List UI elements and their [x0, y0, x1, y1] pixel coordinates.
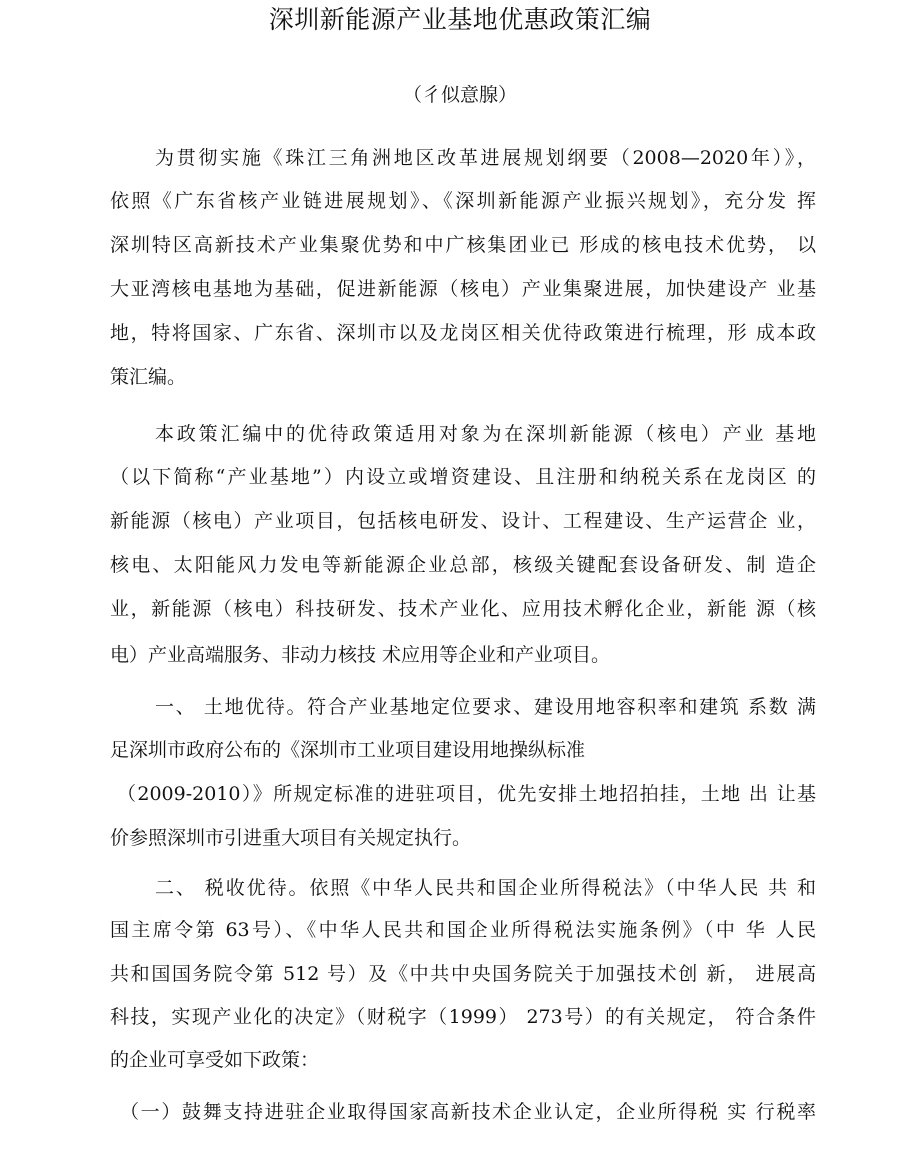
paragraph-1-line: 策汇编。 — [110, 366, 187, 388]
paragraph-3-line: （2009-2010）》所规定标准的进驻项目，优先安排土地招拍挂，土地 出 让基 — [117, 783, 816, 805]
paragraph-2-line: 核电、太阳能风力发电等新能源企业总部，核级关键配套设备研发、制 造企 — [110, 554, 816, 576]
paragraph-2-line: 业，新能源（核电）科技研发、技术产业化、应用技术孵化企业，新能 源（核 — [110, 598, 816, 620]
paragraph-1-line: 依照《广东省核产业链进展规划》、《深圳新能源产业振兴规划》，充分发 挥 — [110, 190, 816, 212]
paragraph-4-line: 共和国国务院令第 512 号）及《中共中央国务院关于加强技术创 新， 进展高 — [110, 963, 816, 985]
paragraph-2-line: 新能源（核电）产业项目，包括核电研发、设计、工程建设、生产运营企 业， — [110, 510, 816, 532]
paragraph-5-line: （一）鼓舞支持进驻企业取得国家高新技术企业认定，企业所得税 实 行税率 — [120, 1101, 816, 1123]
paragraph-1-line: 为贯彻实施《珠江三角洲地区改革进展规划纲要（2008—2020年）》， — [155, 147, 816, 169]
paragraph-2-line: 电）产业高端服务、非动力核技 术应用等企业和产业项目。 — [110, 644, 611, 666]
paragraph-4-line: 的企业可享受如下政策： — [110, 1049, 320, 1071]
paragraph-4-line: 二、 税收优待。依照《中华人民共和国企业所得税法》（中华人民 共 和 — [155, 877, 816, 899]
document-title: 深圳新能源产业基地优惠政策汇编 — [268, 5, 652, 34]
paragraph-4-line: 科技，实现产业化的决定》（财税字（1999） 273号）的有关规定， 符合条件 — [110, 1006, 816, 1028]
paragraph-2-line: 本政策汇编中的优待政策适用对象为在深圳新能源（核电）产业 基地 — [155, 423, 816, 445]
paragraph-3-line: 价参照深圳市引进重大项目有关规定执行。 — [110, 827, 472, 849]
paragraph-1-line: 地，特将国家、广东省、深圳市以及龙岗区相关优待政策进行梳理，形 成本政 — [110, 322, 816, 344]
paragraph-1-line: 深圳特区高新技术产业集聚优势和中广核集团业已 形成的核电技术优势， 以 — [110, 234, 816, 256]
paragraph-3-line: 足深圳市政府公布的《深圳市工业项目建设用地操纵标准 — [110, 739, 586, 761]
paragraph-2-line: （以下简称“产业基地”）内设立或增资建设、且注册和纳税关系在龙岗区 的 — [110, 466, 816, 488]
paragraph-4-line: 国主席令第 63号）、《中华人民共和国企业所得税法实施条例》（中 华 人民 — [110, 919, 816, 941]
document-subtitle: （彳似意腺） — [402, 84, 517, 106]
paragraph-3-line: 一、 土地优待。符合产业基地定位要求、建设用地容积率和建筑 系数 满 — [155, 696, 816, 718]
paragraph-1-line: 大亚湾核电基地为基础，促进新能源（核电）产业集聚进展，加快建设产 业基 — [110, 278, 816, 300]
